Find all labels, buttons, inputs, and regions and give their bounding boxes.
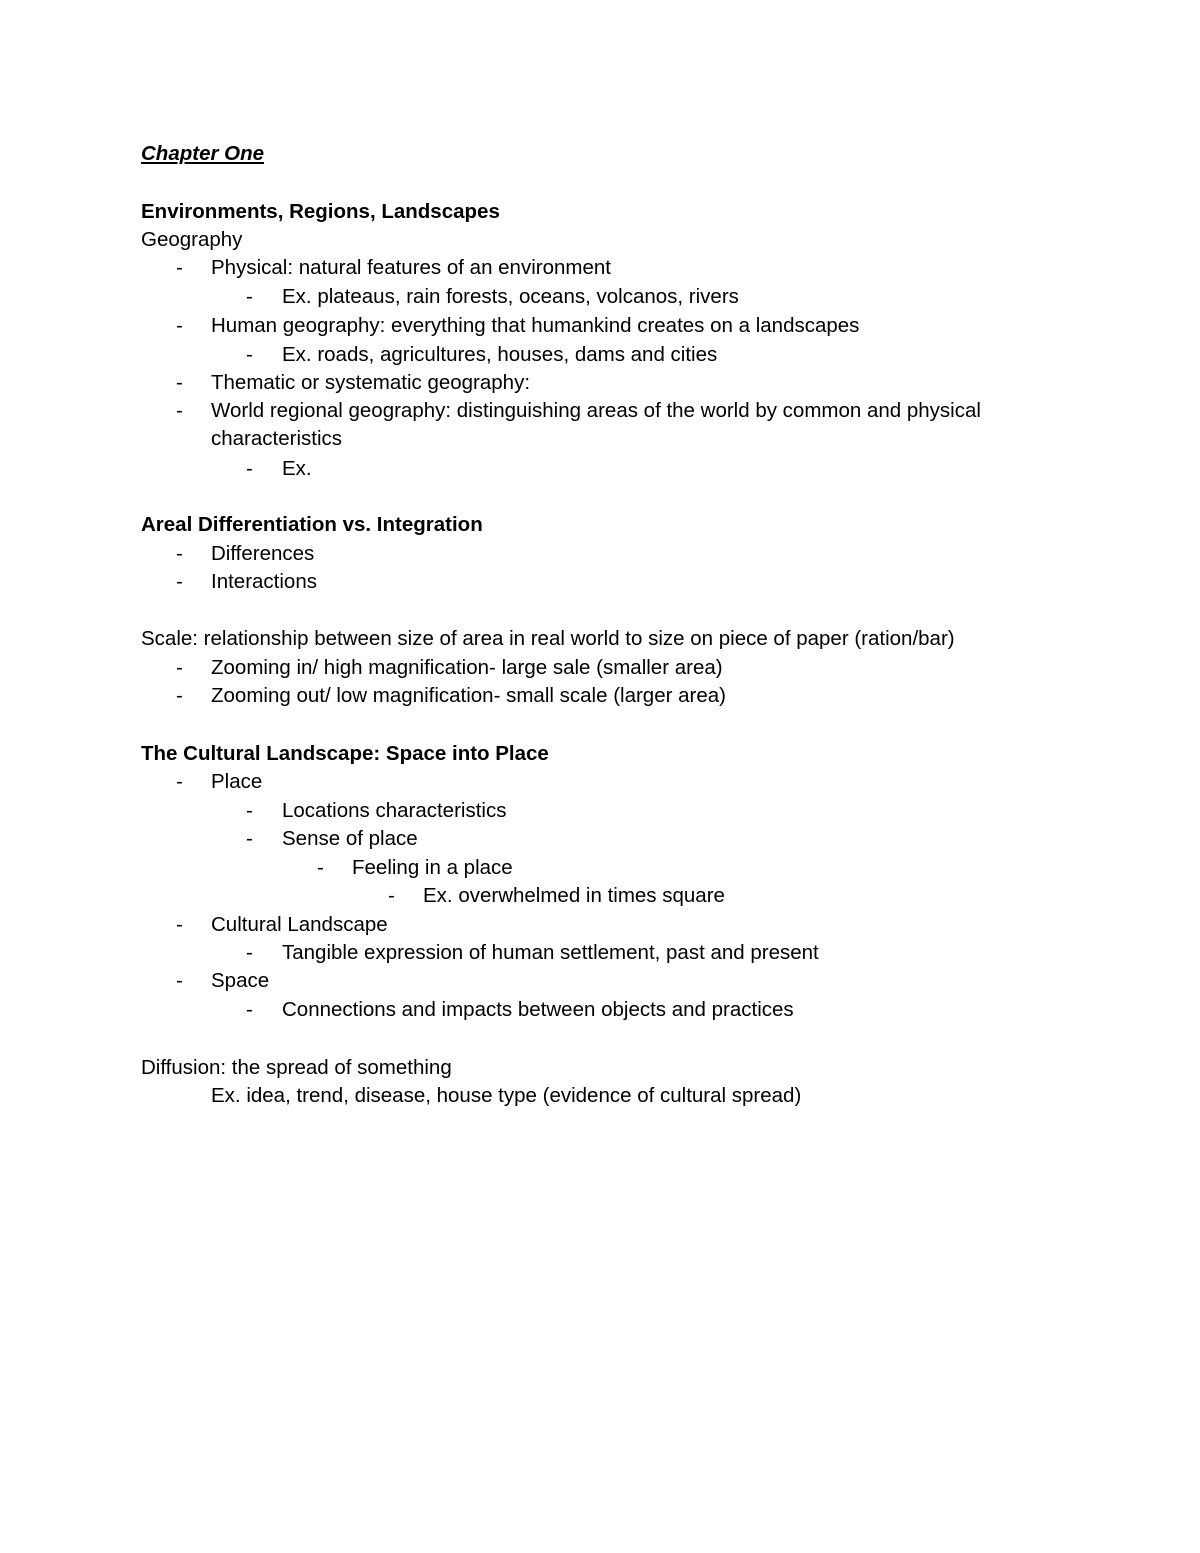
- list-item: Differences: [211, 542, 315, 565]
- section-intro-scale: Scale: relationship between size of area in real world to size on piece of paper (ration/bar): [141, 627, 955, 650]
- bullet-dash: -: [176, 371, 183, 394]
- bullet-dash: -: [176, 684, 183, 707]
- bullet-dash: -: [246, 799, 253, 822]
- list-item: Interactions: [211, 570, 317, 593]
- list-item: Cultural Landscape: [211, 913, 388, 936]
- list-item: Physical: natural features of an environment: [211, 256, 611, 279]
- bullet-dash: -: [246, 343, 253, 366]
- list-item: Ex. overwhelmed in times square: [423, 884, 725, 907]
- list-item: Space: [211, 969, 270, 992]
- list-item: Zooming in/ high magnification- large sale (smaller area): [211, 656, 723, 679]
- list-item: Sense of place: [282, 827, 418, 850]
- bullet-dash: -: [176, 770, 183, 793]
- list-item-continuation: characteristics: [211, 427, 343, 450]
- section-heading-areal: Areal Differentiation vs. Integration: [141, 513, 483, 536]
- bullet-dash: -: [317, 856, 324, 879]
- list-item: Zooming out/ low magnification- small scale (larger area): [211, 684, 726, 707]
- section-heading-cultural-landscape: The Cultural Landscape: Space into Place: [141, 742, 549, 765]
- bullet-dash: -: [176, 913, 183, 936]
- bullet-dash: -: [176, 314, 183, 337]
- list-item: Ex. plateaus, rain forests, oceans, volcanos, rivers: [282, 285, 739, 308]
- section-intro-diffusion: Diffusion: the spread of something: [141, 1056, 452, 1079]
- bullet-dash: -: [246, 827, 253, 850]
- list-item: Connections and impacts between objects and practices: [282, 998, 794, 1021]
- bullet-dash: -: [388, 884, 395, 907]
- list-item: Human geography: everything that humankind creates on a landscapes: [211, 314, 860, 337]
- list-item: Feeling in a place: [352, 856, 513, 879]
- bullet-dash: -: [246, 998, 253, 1021]
- section-intro-geography: Geography: [141, 228, 243, 251]
- section-heading-environments: Environments, Regions, Landscapes: [141, 200, 500, 223]
- list-item: Ex. roads, agricultures, houses, dams and cities: [282, 343, 718, 366]
- bullet-dash: -: [176, 656, 183, 679]
- chapter-title: Chapter One: [141, 142, 265, 165]
- diffusion-example: Ex. idea, trend, disease, house type (evidence of cultural spread): [211, 1084, 802, 1107]
- bullet-dash: -: [176, 570, 183, 593]
- list-item: World regional geography: distinguishing areas of the world by common and physical: [211, 399, 981, 422]
- bullet-dash: -: [246, 285, 253, 308]
- list-item: Ex.: [282, 457, 312, 480]
- bullet-dash: -: [176, 256, 183, 279]
- list-item: Locations characteristics: [282, 799, 507, 822]
- bullet-dash: -: [176, 969, 183, 992]
- bullet-dash: -: [176, 542, 183, 565]
- list-item: Tangible expression of human settlement, past and present: [282, 941, 819, 964]
- bullet-dash: -: [246, 457, 253, 480]
- list-item: Place: [211, 770, 263, 793]
- bullet-dash: -: [246, 941, 253, 964]
- bullet-dash: -: [176, 399, 183, 422]
- list-item: Thematic or systematic geography:: [211, 371, 531, 394]
